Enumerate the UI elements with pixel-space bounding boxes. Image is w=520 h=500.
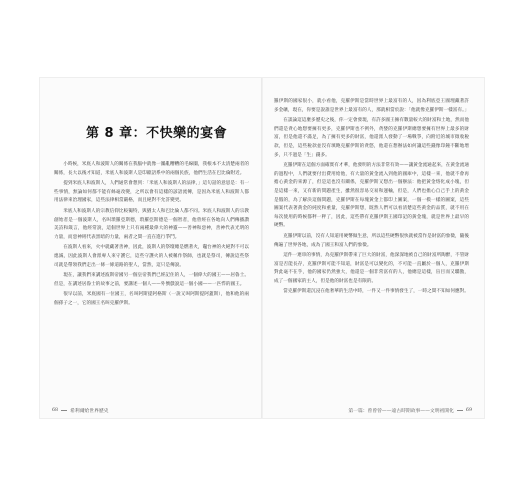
paragraph: 克羅伊斯以前，沒有人知道用硬幣做生意，所以這些硬幣很快就被當作是財富的象徵，隨後傳遍了世界各地，成為了國王和富人們的象徵。 [274, 233, 469, 248]
chapter-title: 第 8 章：不快樂的宴會 [86, 126, 228, 141]
paragraph: 這件一連串的事情，為克羅伊斯帶來了巨大的財富，他深深地被自己的財富所陶醉，不管財富是否能長存，克羅伊斯可能不知道，財富是可以變化的，不可能一直屬於一個人，克羅伊斯對此毫不在乎，他的國家仍然強大，他還是一個非常富有的人，他總是這樣，盲目而又驕傲，成了一個國家的主人，但是他的財富也是有限的。 [274, 253, 469, 284]
paragraph: 很早以前，米底國有一位國王，名叫阿斯提阿格斯（一說又叫阿斯提阿蓋斯），他和他的兩個孫子之一，它的國王名叫克羅伊斯。 [54, 292, 249, 306]
right-page [262, 78, 484, 418]
paragraph: 米底人和波斯人的宗教信仰比較獨特，與猶太人和巴比倫人都不同。米底人和波斯人的宗教創始者是一個波斯人，名叫瑣羅亞斯德，瑣羅亞斯德是一個智者，他曾經在各地向人們傳播讚美詩和箴言，他經常說，這個世界上只有兩種最偉大的神靈——善神和惡神，善神代表光明的力量，而惡神則代表黑暗的力量，兩者之間一直在進行爭鬥。 [54, 208, 249, 240]
paragraph: 在談論這這麼多歷史之後，你一定會發現，有許多國王擁有數量較大的財富和土地，然而他們還是貪心地想要擁有更多，克羅伊斯也不例外，貪婪的克羅伊斯總想要擁有世界上最多的財富，但是他還不滿足，為了擁有更多的財富，他還派人發動了一場戰爭，向附近的城市徵收稅款，但是，這些稅款並沒有填飽克羅伊斯的貪慾，他還在想辦法如何讓這些錢像印鐘不斷地增多，只不過是「生」錢多。 [274, 118, 469, 158]
left-footer [52, 407, 109, 414]
left-page [40, 78, 262, 418]
paragraph: 克羅伊斯在這個方面確實有才華，他發明的方法非常有效——讓黃金流通起來，在黃金流通的過程中，人們就要付出費用給他，有大量的黃金流入到他的國庫中，這樣一來，他就不會再擔心黃金的來源了，但是這也沒有關係，克羅伊斯又想出一個辦法：他把黃金熔化成小塊，但是這樣一來，又有新的問題產生，雖然很容易交易和運輸，但是，人們也擔心自己手上的黃金是假的，為了解決這個問題，克羅伊斯在每塊黃金上都印上圖案，一個一模一樣的圖案，這些圖案代表著黃金的純度和重量，克羅伊斯想，既然人們可以看清楚這些黃金的品質，就不用在每次使用的時候都秤一秤了，因此，這些帶有克羅伊斯王國印記的黃金塊，就是世界上最早的硬幣。 [274, 163, 469, 229]
right-footer [348, 407, 472, 414]
paragraph: 提到米底人和波斯人，人們通常會想到：「米底人和波斯人的法律，」這句話的意思是：有一些事情，無論如何都不能有絲毫改變，之所以會有這樣的諺語流傳，是因為米底人和波斯人都用法律來治理國家，這些法律相當嚴格，而且絕對不允許變更。 [54, 181, 249, 204]
right-page-body [274, 98, 469, 299]
left-page-body [54, 161, 249, 311]
paragraph: 在波斯人看來，火中就藏著善神，因此，波斯人的祭壇總是燃著火，竈台神的火絕對不可以熄滅，因此波斯人會派專人來守護它，這些守護火的人被稱作祭師，也就是祭司，傳說這些祭司就是帶領我們走出一條一條道路的聖人，當然，這只是傳說。 [54, 245, 249, 268]
running-title: 第一篇：曾曾曾——遠古時期故事——文明初開化 [348, 409, 454, 414]
paragraph: 現在，讓我們來講述波斯帝國另一個皇帝我們已經記住的人，一個偉大的國王——居魯士。但是，在講述居魯士的故事之前，要講述一個人——外號戲說這一個小國——一匹悍的國王。 [54, 273, 249, 287]
paragraph: 當克羅伊斯還沉浸在他奢華的生活中時，一件又一件事情發生了，一時之間不知如何應對。 [283, 289, 469, 295]
book-spread [40, 78, 484, 418]
paragraph: 羅伊斯的國家很小，就小看他，克羅伊斯是當時世界上最富有的人，因為利底亞王國埋藏著許多金礦，現在，你要是說誰是世界上最富有的人，那就相當於說：「他就像克羅伊斯一樣富有。」 [274, 99, 470, 113]
paragraph: 小時候，米底人和波斯人的關係在我腦中就像一團亂糟糟的毛線團，我根本不太清楚兩者的關係，長大以後才知道，米底人和波斯人是印歐語系中的兩個民族，他們生活在巴比倫附近。 [54, 162, 249, 176]
footer-rule [61, 410, 67, 411]
running-title: 希利爾給世界歷史 [70, 409, 109, 414]
footer-rule [457, 410, 463, 411]
page-number: 68 [52, 408, 59, 413]
page-number: 69 [465, 408, 472, 413]
